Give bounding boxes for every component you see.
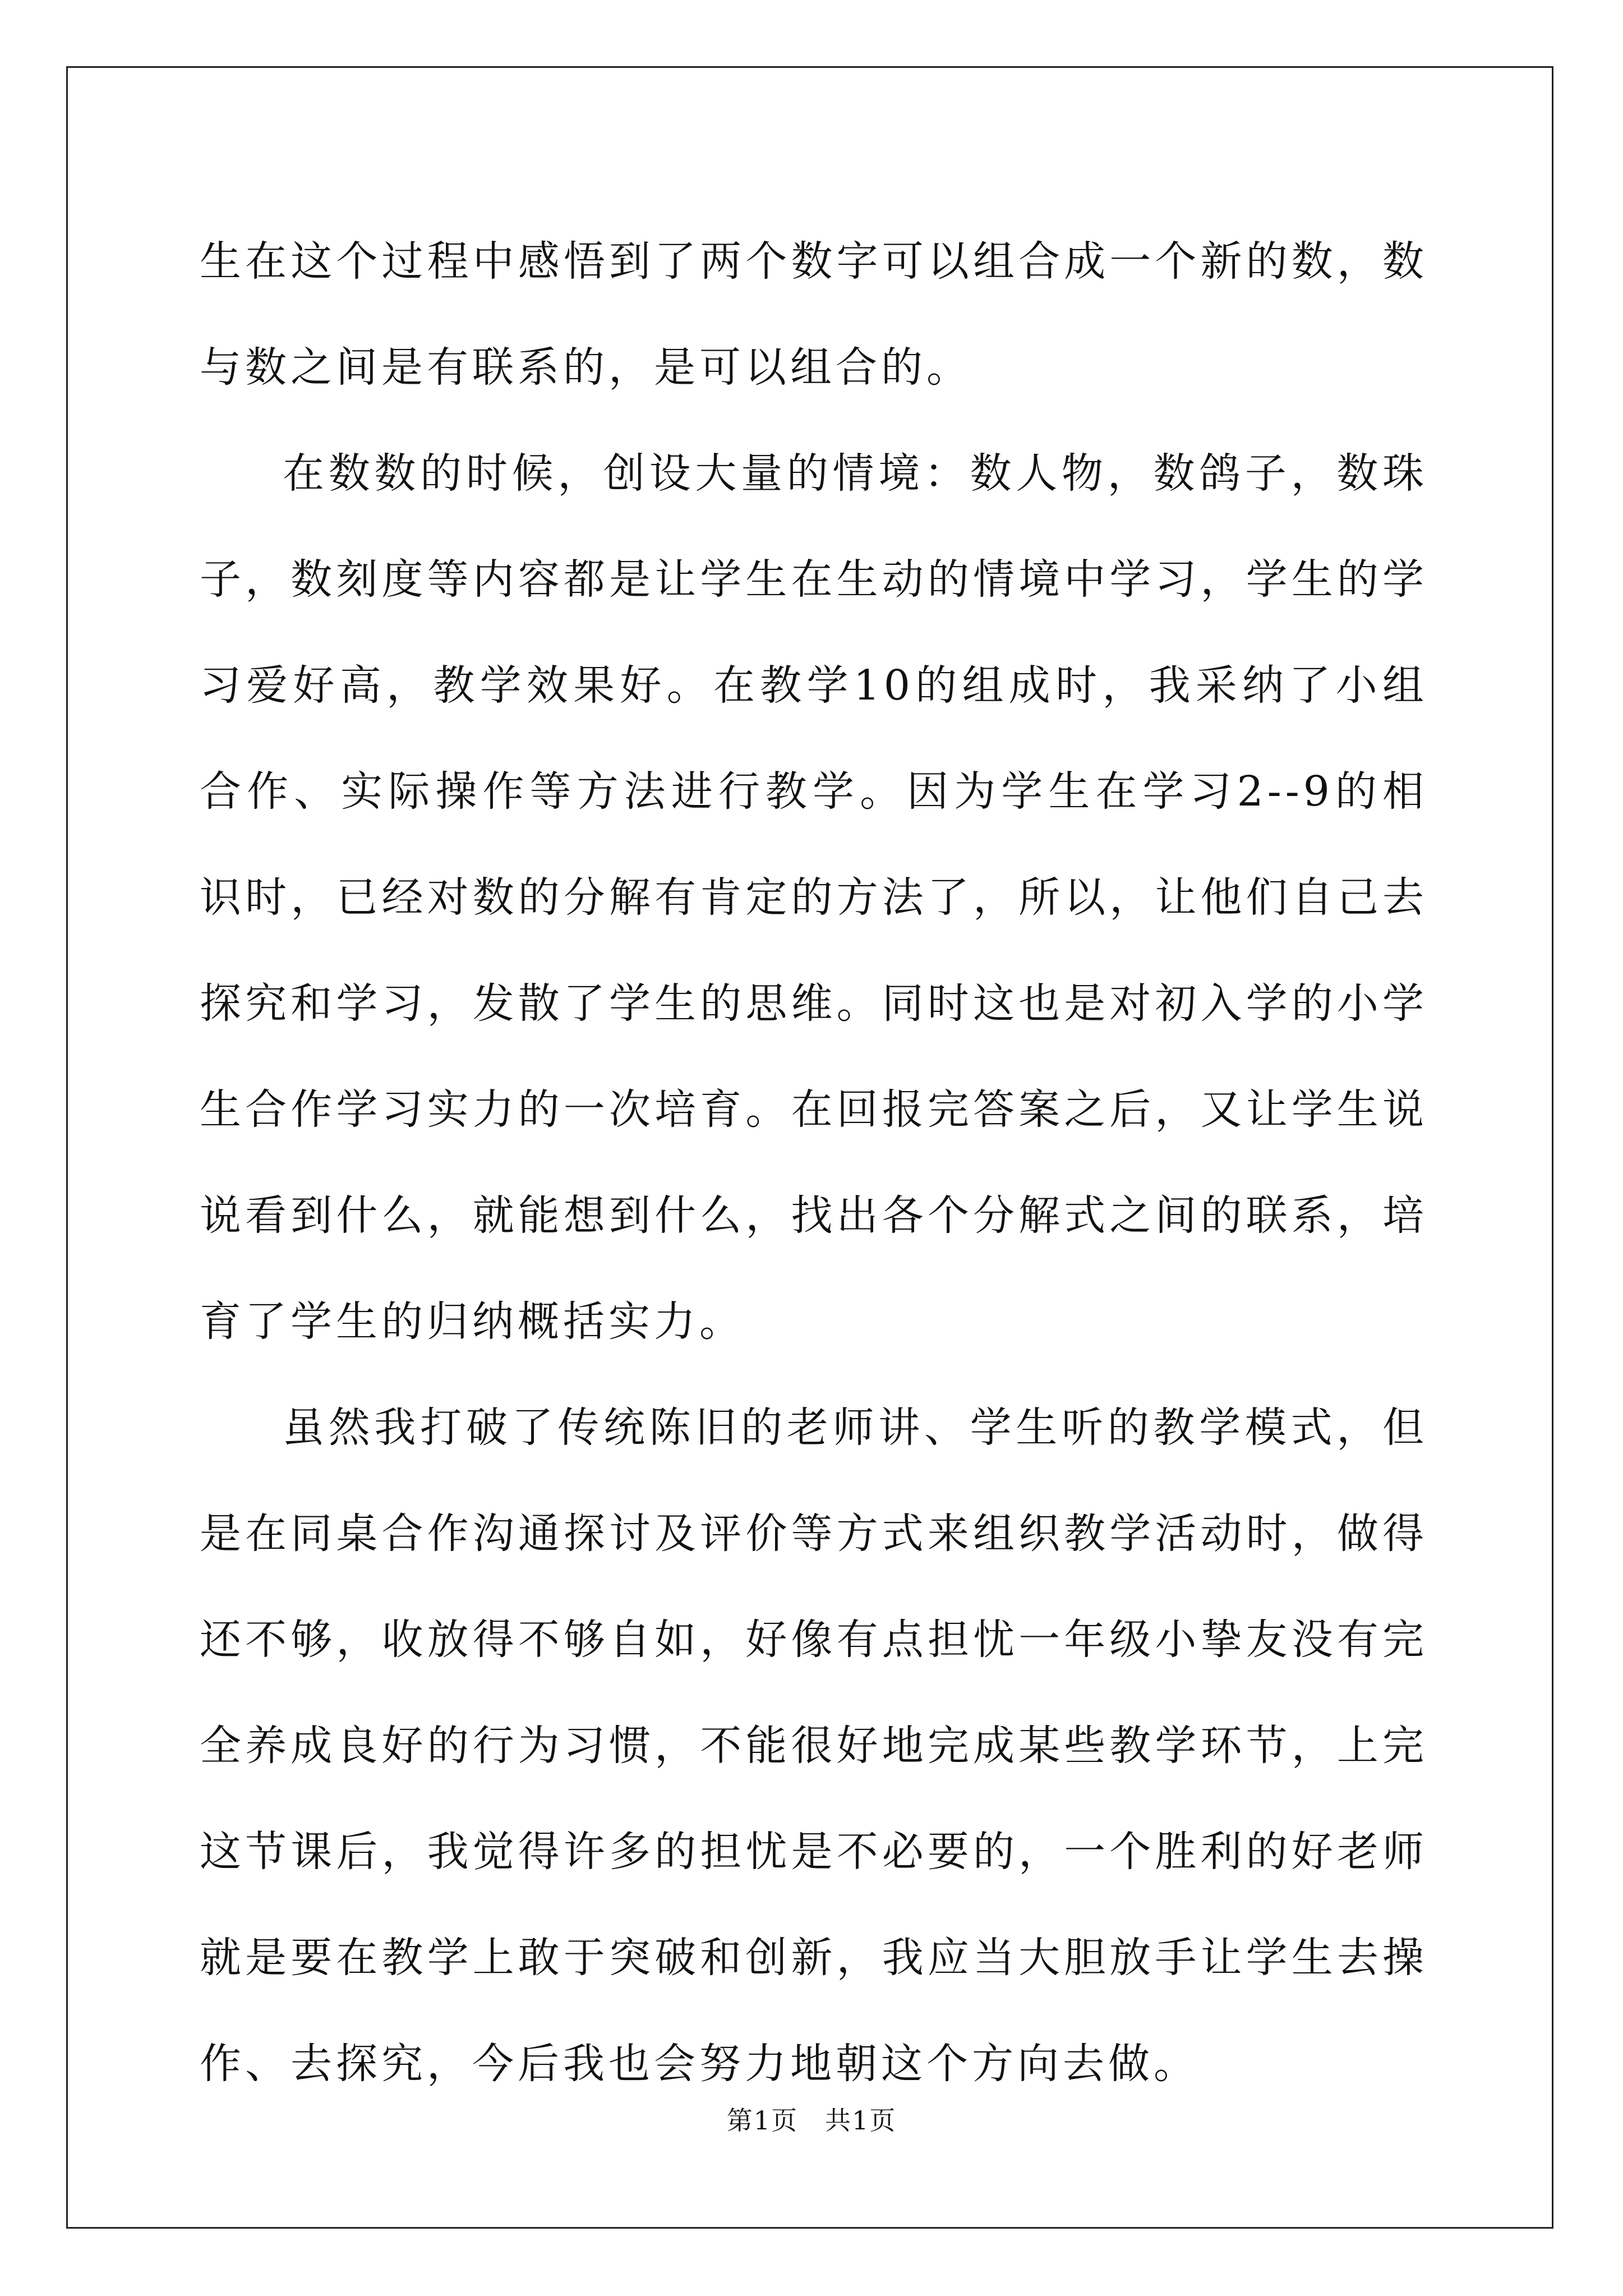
page-number-footer: 第1页 共1页 [726, 2105, 897, 2136]
document-body [200, 209, 1428, 2117]
paragraph-counting-situations: 在数数的时候，创设大量的情境：数人物，数鸽子，数珠子，数刻度等内容都是让学生在生动的情境中学习，学生的学习爱好高，教学效果好。在教学10的组成时，我采纳了小组合作、实际操作等方法进行教学。因为学生在学习2--9的相识时，已经对数的分解有肯定的方法了，所以，让他们自己去探究和学习，发散了学生的思维。同时这也是对初入学的小学生合作学习实力的一次培育。在回报完答案之后，又让学生说说看到什么，就能想到什么，找出各个分解式之间的联系，培育了学生的归纳概括实力。 [200, 449, 1428, 1346]
paragraph-reflection: 虽然我打破了传统陈旧的老师讲、学生听的教学模式，但是在同桌合作沟通探讨及评价等方式来组织教学活动时，做得还不够，收放得不够自如，好像有点担忧一年级小挚友没有完全养成良好的行为习惯，不能很好地完成某些教学环节，上完这节课后，我觉得许多的担忧是不必要的，一个胜利的好老师就是要在教学上敢于突破和创新，我应当大胆放手让学生去操作、去探究，今后我也会努力地朝这个方向去做。 [200, 1404, 1428, 2088]
paragraph-continuation: 生在这个过程中感悟到了两个数字可以组合成一个新的数，数与数之间是有联系的，是可以组合的。 [200, 237, 1428, 392]
